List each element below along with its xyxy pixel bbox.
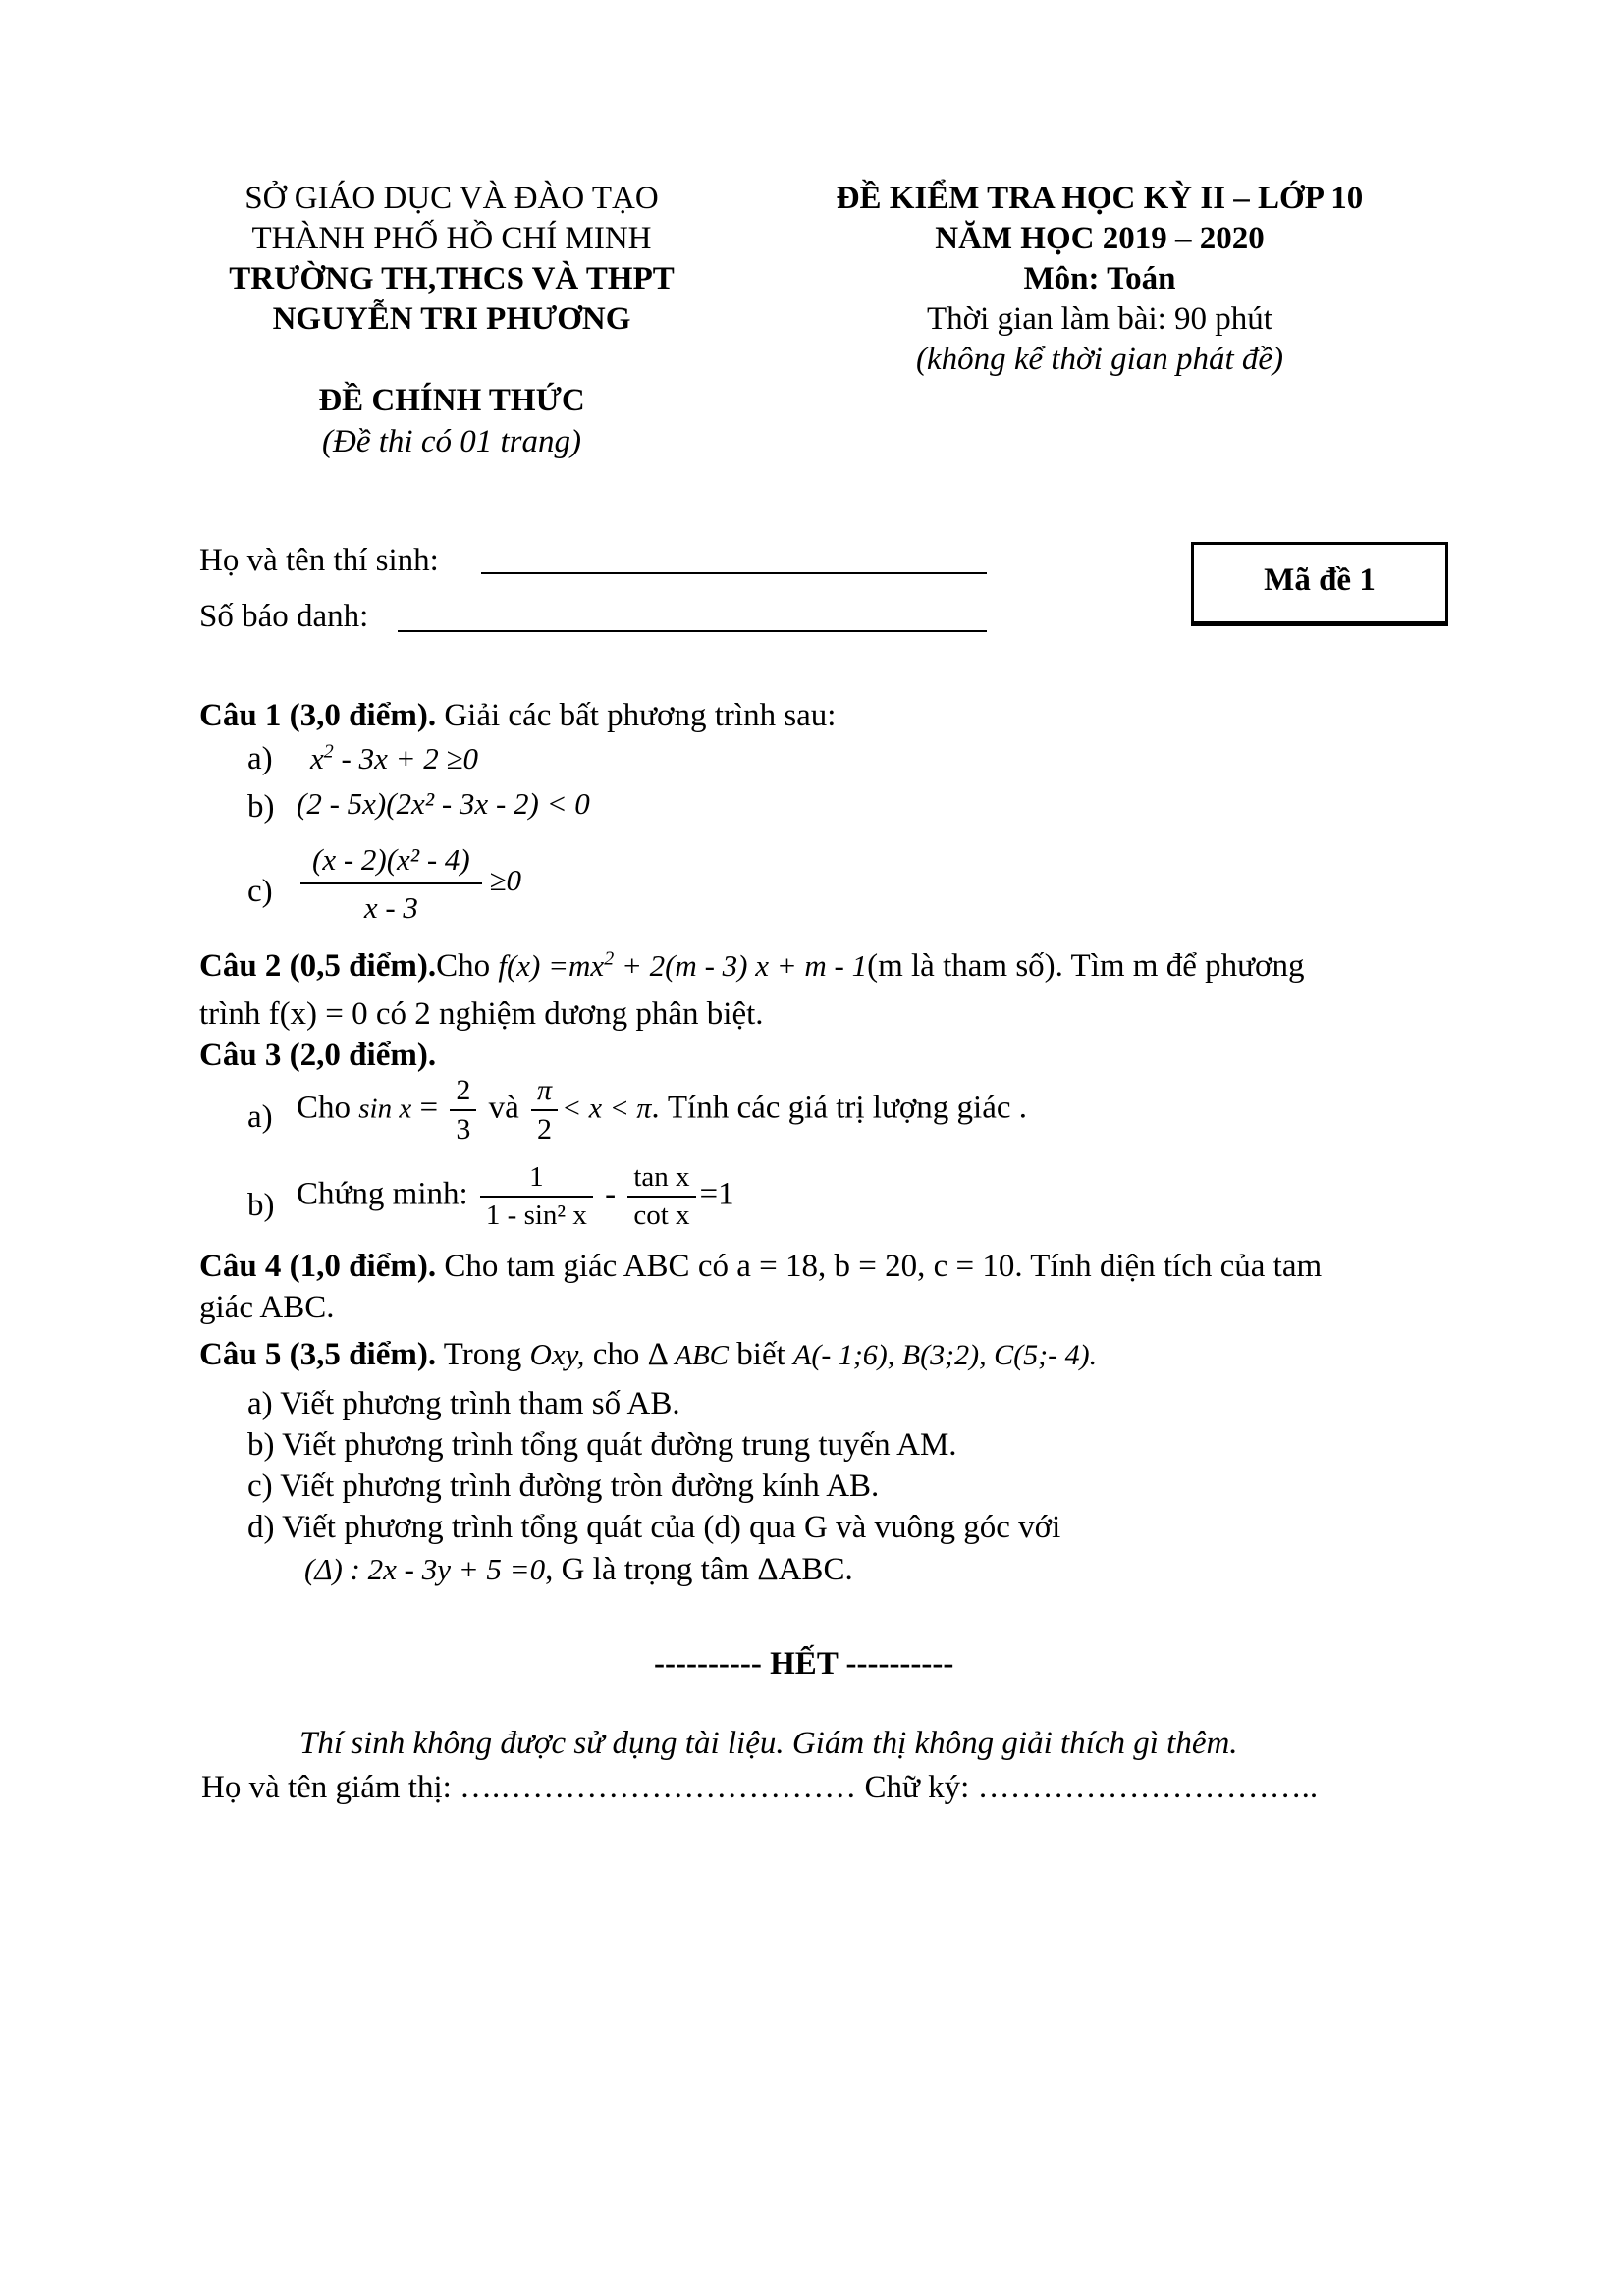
q2-text2: (m là tham số). Tìm m để phương [867,948,1305,984]
q5-text2: cho Δ [592,1337,667,1372]
official-label: ĐỀ CHÍNH THỨC [318,383,585,418]
q2-text3: trình f(x) = 0 có 2 nghiệm dương phân biệt. [199,996,764,1032]
q3a-func: sin x [358,1093,412,1125]
q5b: b) Viết phương trình tổng quát đường trung tuyến AM. [247,1427,957,1463]
q3a-num: 2 [456,1074,471,1106]
q1-text: Giải các bất phương trình sau: [444,698,837,733]
candidate-id-label: Số báo danh: [199,599,369,634]
q2-function: $f(x) =mx^2 + 2(m - 3) x + m - 1$ [498,947,868,983]
q1a-label: a) [247,741,273,776]
q1c-rhs: ≥0 [489,863,522,898]
q1c-fraction [300,844,521,923]
q3b-den2: cot x [627,1196,695,1230]
q3b-label: b) [247,1188,275,1223]
q1b-expr: (2 - 5x)(2x² - 3x - 2) < 0 [297,786,590,821]
q5-abc: ABC [675,1340,730,1371]
q5d-line1: d) Viết phương trình tổng quát của (d) qua G và vuông góc với [247,1510,1061,1545]
q1b-label: b) [247,789,275,825]
time-limit: Thời gian làm bài: 90 phút [927,301,1272,337]
q2-text1: Cho [436,948,491,984]
time-note: (không kể thời gian phát đề) [915,342,1284,377]
q3a-label: a) [247,1099,273,1135]
q4-text1: Cho tam giác ABC có a = 18, b = 20, c = 10. Tính diện tích của tam [444,1249,1323,1284]
candidate-id-line[interactable] [398,630,987,632]
q3-head: Câu 3 (2,0 điểm). [199,1038,437,1073]
q3a-ineq: < x < π [562,1092,652,1125]
q1-line [199,700,836,732]
city-name: THÀNH PHỐ HỒ CHÍ MINH [251,221,652,256]
candidate-name-label: Họ và tên thí sinh: [199,543,439,578]
q4-head: Câu 4 (1,0 điểm). [199,1249,437,1284]
q5d-line2 [304,1554,853,1586]
q4-text2: giác ABC. [199,1290,335,1325]
end-marker: ---------- HẾT ---------- [654,1646,954,1682]
q5-head: Câu 5 (3,5 điểm). [199,1337,437,1372]
q5c: c) Viết phương trình đường tròn đường kính AB. [247,1468,880,1504]
q5-oxy: Oxy, [529,1337,585,1371]
q3b-rhs: =1 [699,1176,734,1212]
department-name: SỞ GIÁO DỤC VÀ ĐÀO TẠO [244,181,659,216]
q3a-two: 2 [531,1109,558,1145]
q5a: a) Viết phương trình tham số AB. [247,1386,680,1421]
q3a-text1: Cho [297,1090,352,1126]
q3b-den1: 1 - sin² x [480,1196,593,1230]
q3a-and: và [488,1090,519,1126]
subject: Môn: Toán [1023,261,1176,296]
school-year: NĂM HỌC 2019 – 2020 [935,221,1265,256]
q3a-line [297,1076,1027,1145]
q5-line1 [199,1339,1097,1371]
q1c-denominator: x - 3 [300,882,482,923]
q1-head: Câu 1 (3,0 điểm). [199,698,437,733]
q5-text3: biết [736,1337,785,1372]
q1c-numerator: (x - 2)(x² - 4) [312,842,470,877]
school-name-line1: TRƯỜNG TH,THCS VÀ THPT [229,261,675,296]
q3b-line [297,1163,734,1230]
q5d-math: (Δ) : 2x - 3y + 5 =0 [304,1552,546,1586]
exam-code-box [1191,542,1448,626]
exam-code: Mã đề 1 [1264,562,1376,598]
q3b-minus: - [605,1176,617,1212]
q2-head: Câu 2 (0,5 điểm). [199,948,437,984]
q3b-num2: tan x [633,1161,690,1193]
q5d-text: , G là trọng tâm ΔABC. [545,1552,853,1587]
q1a-expr: $x^2 - 3x + 2 \ge 0$ [310,740,479,775]
q5-text1: Trong [443,1337,522,1372]
q3a-text2: . Tính các giá trị lượng giác . [651,1090,1028,1126]
q3a-eq: = [419,1090,439,1126]
candidate-name-line[interactable] [481,572,987,574]
q5-points: A(- 1;6), B(3;2), C(5;- 4). [793,1339,1098,1371]
q1c-label: c) [247,874,273,909]
q2-line1 [199,947,1305,984]
q3a-den: 3 [450,1109,476,1145]
footer-note: Thí sinh không được sử dụng tài liệu. Giám thị không giải thích gì thêm. [299,1726,1238,1761]
q3b-text: Chứng minh: [297,1176,468,1212]
q3b-num1: 1 [529,1161,544,1193]
q3a-pi: π [537,1074,553,1106]
school-name-line2: NGUYỄN TRI PHƯƠNG [272,301,631,337]
pages-note: (Đề thi có 01 trang) [322,424,581,459]
exam-title: ĐỀ KIỂM TRA HỌC KỲ II – LỚP 10 [836,181,1364,216]
proctor-line: Họ và tên giám thị: ….…………………………… Chữ ký: ………………………….. [201,1770,1319,1805]
q4-line1 [199,1251,1322,1283]
